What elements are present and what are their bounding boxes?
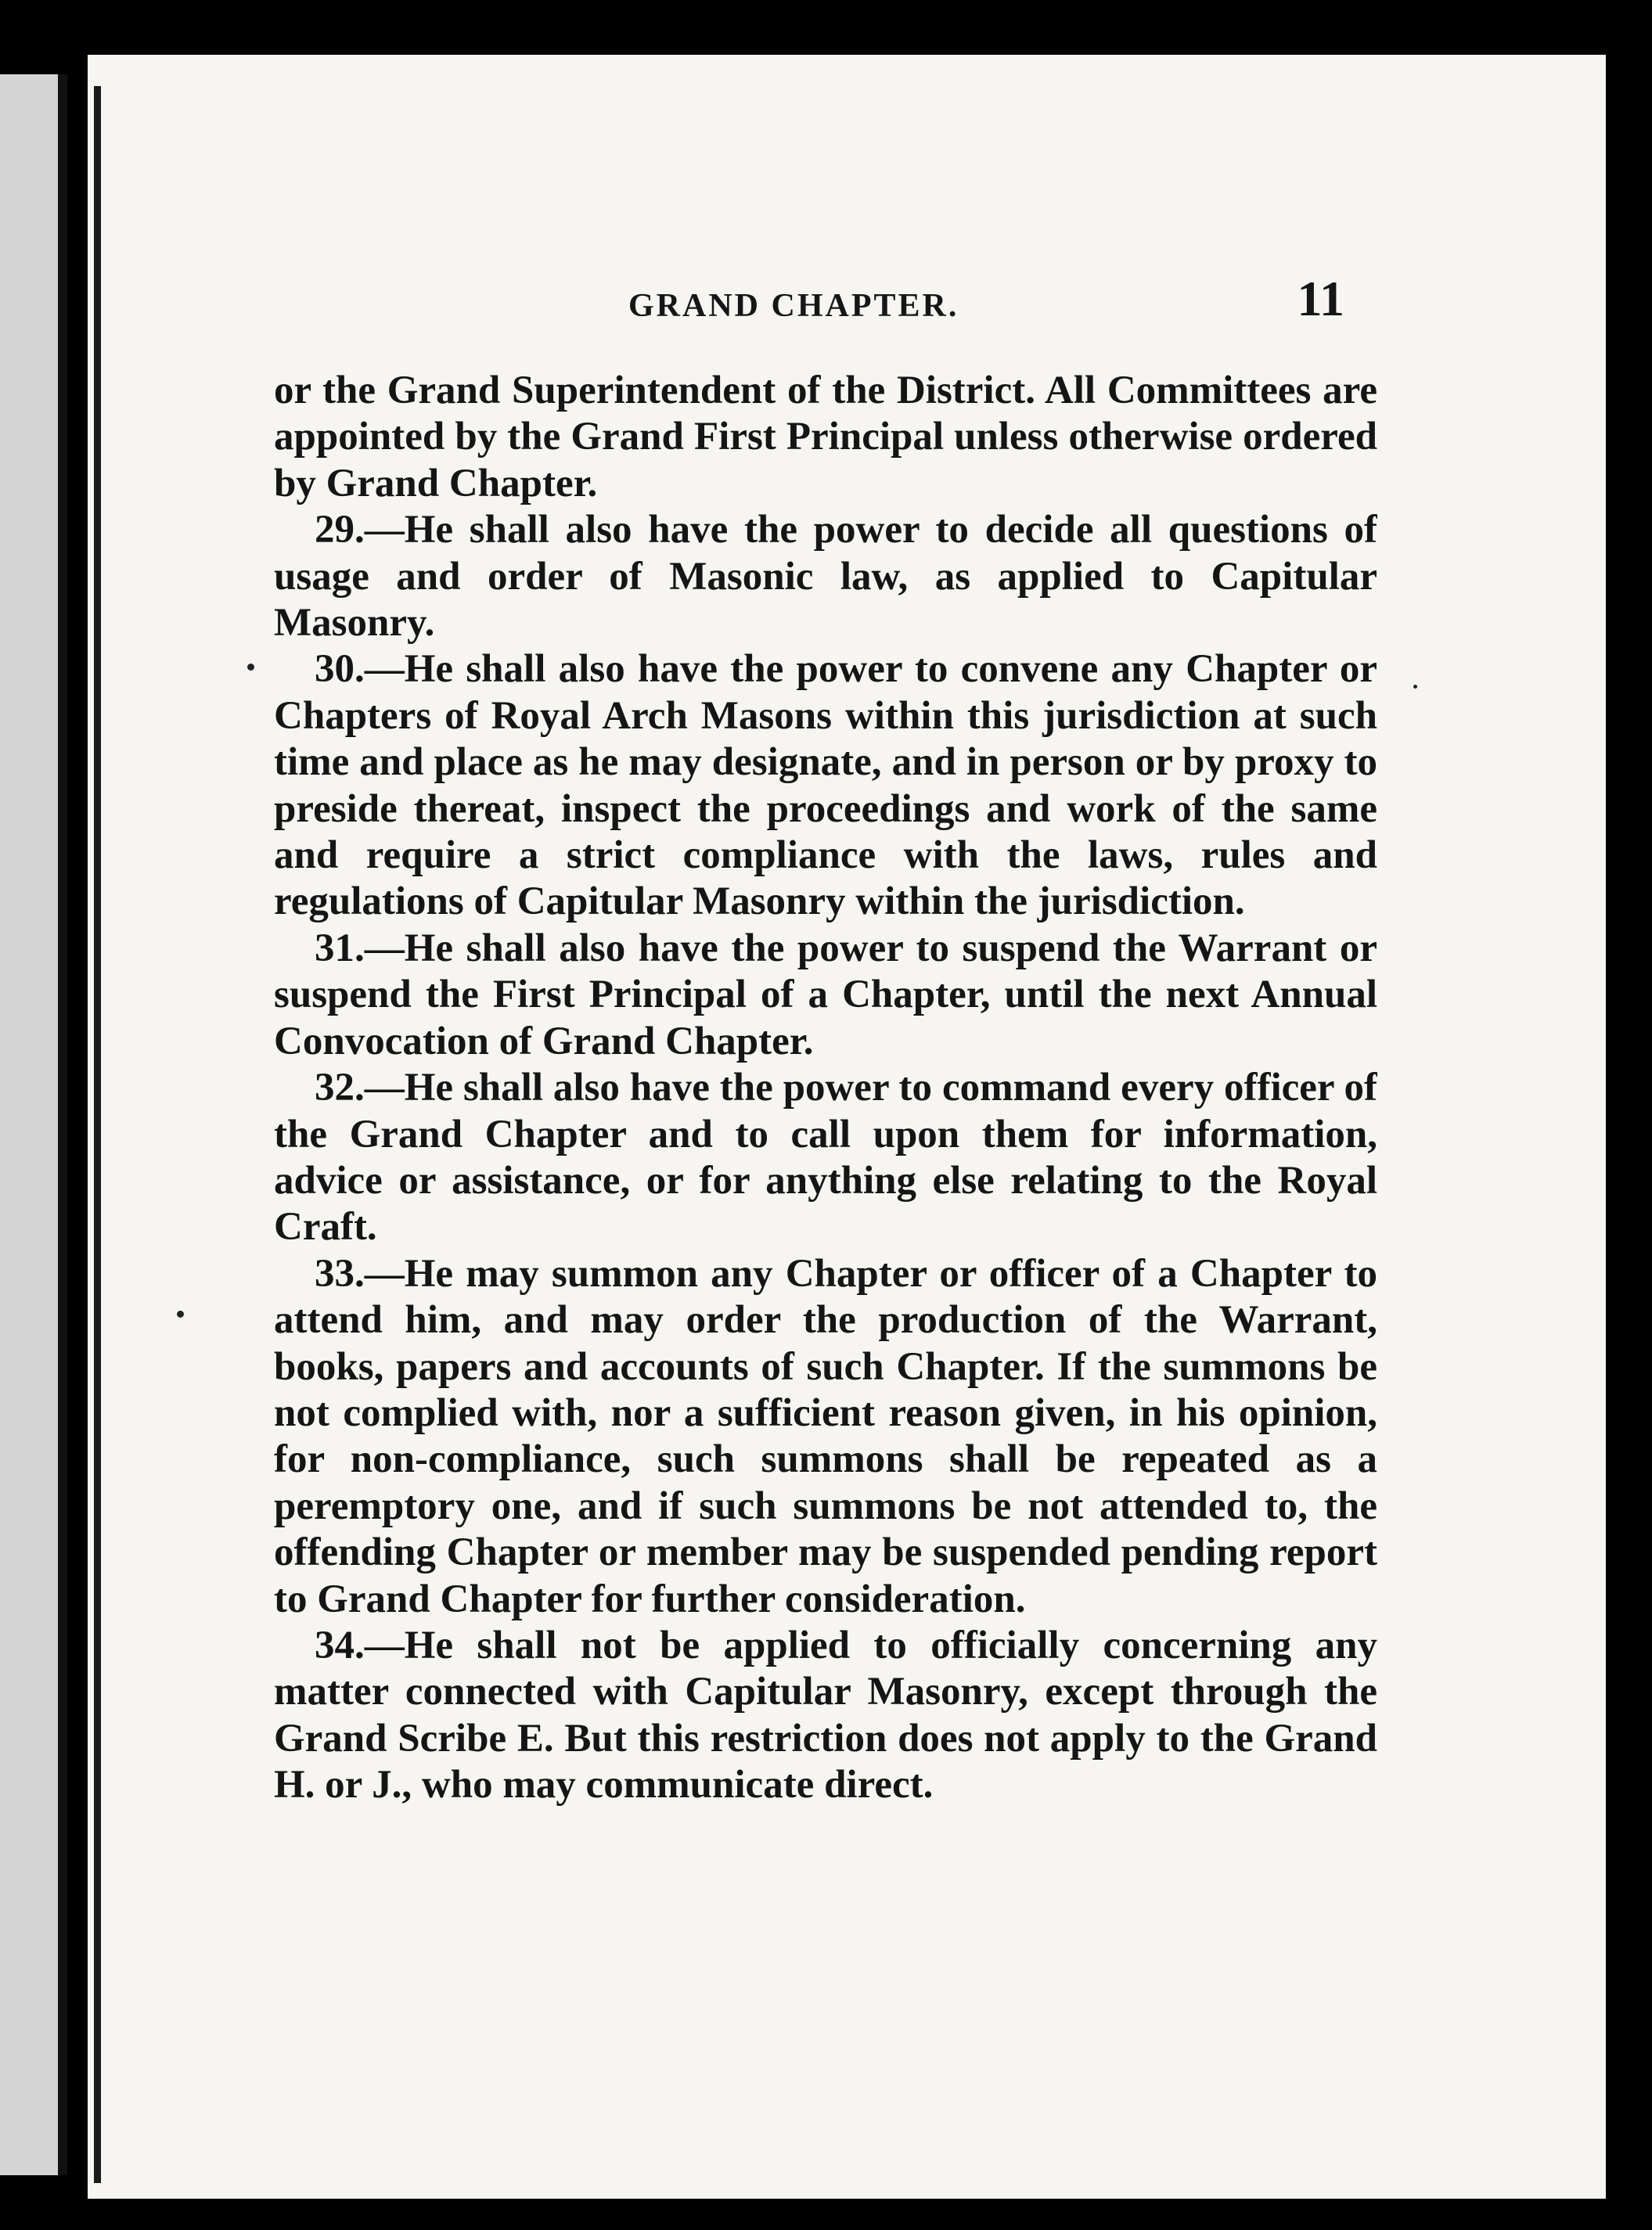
running-title: GRAND CHAPTER. — [628, 288, 959, 324]
ink-speck — [247, 664, 254, 671]
ink-speck — [177, 1311, 184, 1318]
clause-text: —He shall also have the power to suspend the Warrant or suspend the First Principal of a Chapter, until the next Annual Convocation of Grand Chapter. — [274, 926, 1377, 1063]
clause-number: 29. — [315, 508, 365, 552]
clause-text: —He shall not be applied to officially concerning any matter connected with Capitular Masonry, except through the Grand Scribe E. But this restriction does not apply to the Grand H. or J., who may communicate direct. — [274, 1623, 1377, 1807]
paragraph-continuation — [274, 368, 1377, 507]
clause-number: 31. — [315, 926, 365, 970]
clause-text: —He shall also have the power to command every officer of the Grand Chapter and to call upon them for information, advice or assistance, or for anything else relating to the Royal Craft. — [274, 1066, 1377, 1250]
clause-30 — [274, 646, 1377, 925]
page-number: 11 — [1297, 271, 1344, 326]
binding-gutter-line — [94, 86, 101, 2183]
clause-text: —He shall also have the power to convene any Chapter or Chapters of Royal Arch Masons within this jurisdiction at such time and place as he may designate, and in person or by proxy to preside thereat, inspect the proceedings and work of the same and require a strict compliance with the laws, rules and regulations of Capitular Masonry within the jurisdiction. — [274, 647, 1377, 924]
clause-text: —He shall also have the power to decide all questions of usage and order of Masonic law, as applied to Capitular Masonry. — [274, 508, 1377, 646]
clause-34 — [274, 1623, 1377, 1809]
clause-number: 30. — [315, 647, 365, 692]
paragraph-text: or the Grand Superintendent of the District. All Committees are appointed by the Grand First Principal unless otherwise ordered by Grand Chapter. — [274, 369, 1377, 505]
clause-number: 32. — [315, 1066, 365, 1110]
running-head — [272, 270, 1352, 333]
clause-32 — [274, 1065, 1377, 1251]
body-text — [274, 368, 1377, 2042]
clause-text: —He may summon any Chapter or officer of a Chapter to attend him, and may order the production of the Warrant, books, papers and accounts of such Chapter. If the summons be not complied with, nor a sufficient reason given, in his opinion, for non-compliance, such summons shall be repeated as a peremptory one, and if such summons be not attended to, the offending Chapter or member may be suspended pending report to Grand Chapter for further consideration. — [274, 1251, 1377, 1621]
clause-33 — [274, 1251, 1377, 1623]
clause-29 — [274, 507, 1377, 646]
left-page-edge — [0, 74, 67, 2175]
clause-number: 34. — [315, 1623, 365, 1667]
clause-31 — [274, 926, 1377, 1065]
ink-speck — [1413, 685, 1417, 689]
clause-number: 33. — [315, 1251, 365, 1296]
